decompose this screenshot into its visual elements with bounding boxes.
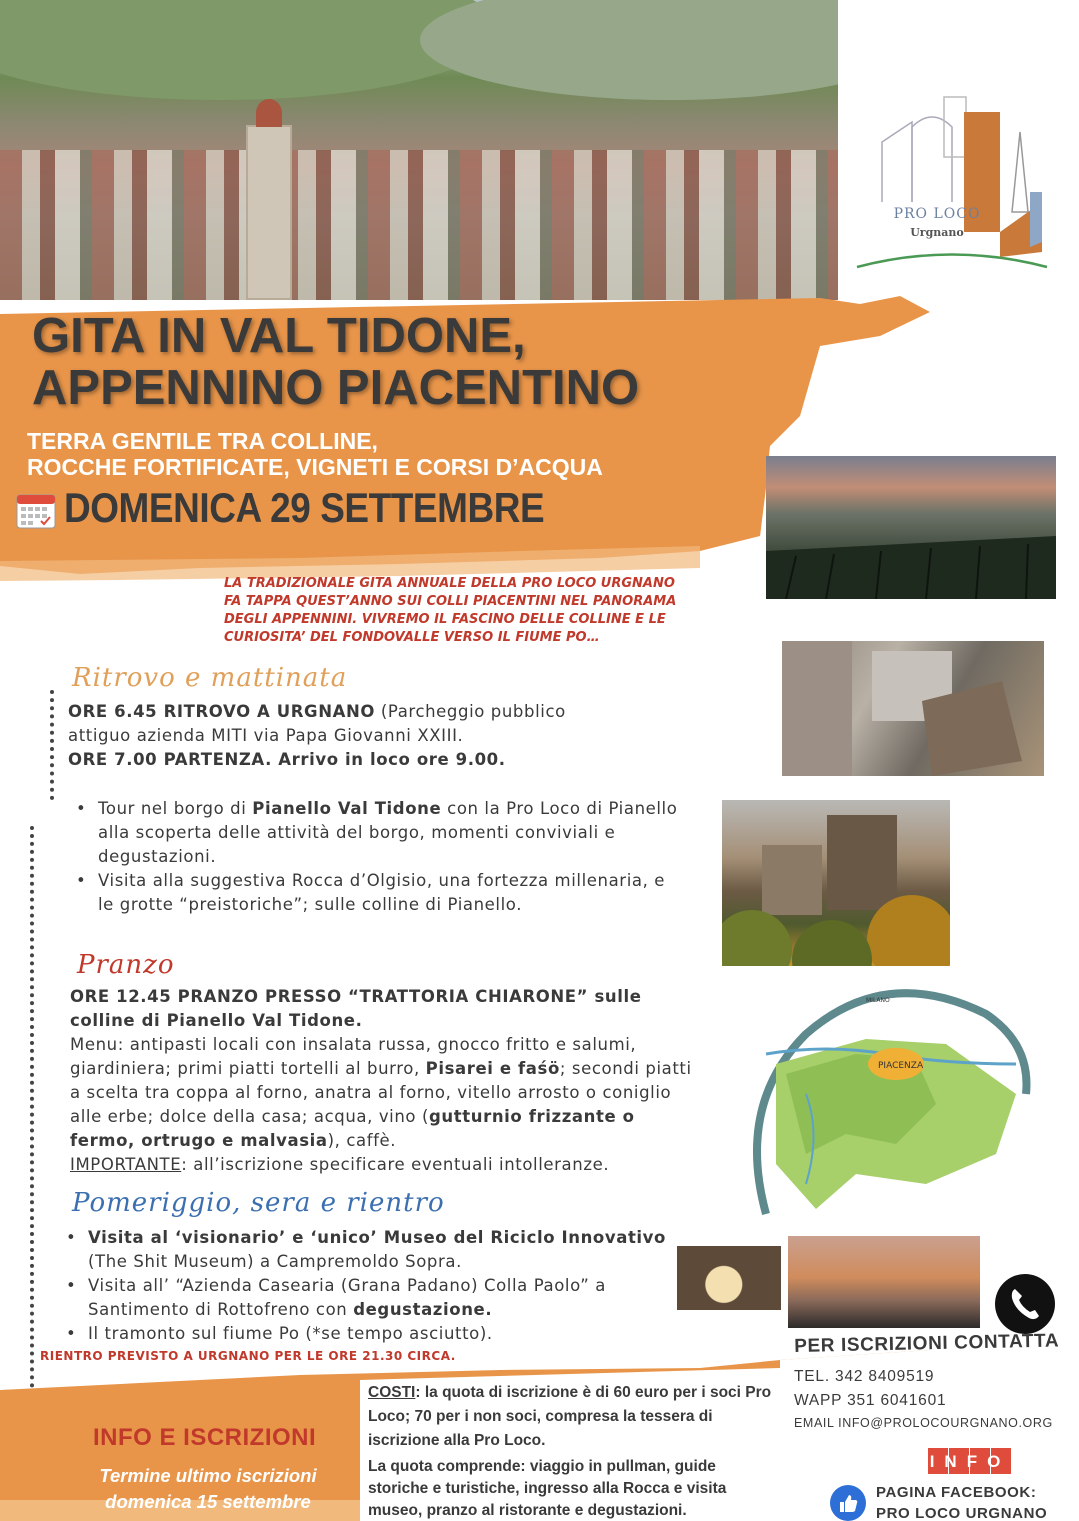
pro-loco-logo <box>852 82 1052 284</box>
info-badge-icon <box>928 1448 1012 1474</box>
departure-time: ORE 7.00 PARTENZA. Arrivo in loco ore 9.00. <box>68 750 506 769</box>
fb-line: PAGINA FACEBOOK: <box>876 1484 1037 1501</box>
info-badge-text: INFO <box>929 1452 1011 1471</box>
map-city-label: PIACENZA <box>878 1061 924 1071</box>
logo-text-urgnano: Urgnano <box>910 226 964 239</box>
lunch-important: IMPORTANTE: all’iscrizione specificare eventuali intolleranze. <box>70 1155 610 1174</box>
title-line-2: APPENNINO PIACENTINO <box>32 361 640 415</box>
return-time-note: RIENTRO PREVISTO A URGNANO PER LE ORE 21.30 CIRCA. <box>40 1349 456 1363</box>
phone-icon <box>995 1274 1055 1334</box>
lunch-title: ORE 12.45 PRANZO PRESSO “TRATTORIA CHIARONE” sulle colline di Pianello Val Tidone. <box>70 987 642 1030</box>
subtitle-line-2: ROCCHE FORTIFICATE, VIGNETI E CORSI D’ACQUA <box>27 454 603 480</box>
meeting-time: ORE 6.45 RITROVO A URGNANO <box>68 702 376 721</box>
facebook-like-icon[interactable] <box>830 1485 866 1521</box>
dotted-divider <box>50 690 54 800</box>
po-river-sunset-photo <box>788 1236 980 1328</box>
cost-info: COSTI: la quota di iscrizione è di 60 euro per i soci Pro Loco; 70 per i non soci, compresa la tessera di iscrizione alla Pro Loco. <box>368 1384 772 1449</box>
logo-text-pro-loco: PRO LOCO <box>893 206 981 222</box>
subtitle-line-1: TERRA GENTILE TRA COLLINE, <box>27 428 378 454</box>
lunch-menu: Menu: antipasti locali con insalata russa, gnocco fritto e salumi, giardiniera; primi piatti tortelli al burro, Pisarei e faśö; secondi piatti a scelta tra coppa al forno, anatra al forno, vitello arrosto o coniglio alle erbe; dolce della casa; acqua, vino (gutturnio frizzante o fermo, ortrugo e malvasia), caffè. <box>70 1035 692 1150</box>
sunset-hills-photo <box>766 456 1056 599</box>
meeting-address: attiguo azienda MITI via Papa Giovanni XXIII. <box>68 726 464 745</box>
heading-morning: Ritrovo e mattinata <box>72 663 348 693</box>
intro-line: CURIOSITA’ DEL FONDOVALLE VERSO IL FIUME PO… <box>224 630 600 645</box>
intro-text <box>224 575 764 647</box>
contact-title: PER ISCRIZIONI CONTATTA <box>794 1330 1060 1357</box>
facebook-page-label[interactable] <box>876 1482 1076 1521</box>
fee-includes: La quota comprende: viaggio in pullman, guide storiche e turistiche, ingresso alla Rocca e visita museo, pranzo al ristorante e degustazioni. <box>368 1458 727 1519</box>
intro-line: FA TAPPA QUEST’ANNO SUI COLLI PIACENTINI NEL PANORAMA <box>224 594 677 609</box>
hero-photo-urgnano-town <box>0 0 838 300</box>
calendar-icon <box>16 491 56 529</box>
phone-number[interactable]: TEL. 342 8409519 <box>794 1368 935 1385</box>
intro-line: LA TRADIZIONALE GITA ANNUALE DELLA PRO LOCO URGNANO <box>224 576 675 591</box>
dotted-divider <box>30 826 34 1396</box>
whatsapp-number[interactable]: WAPP 351 6041601 <box>794 1392 947 1409</box>
afternoon-activities <box>64 1226 684 1346</box>
meeting-info <box>68 700 668 772</box>
fb-line: PRO LOCO URGNANO <box>876 1505 1048 1521</box>
email-address[interactable]: EMAIL INFO@PROLOCOURGNANO.ORG <box>794 1416 1053 1430</box>
val-tidone-map <box>746 984 1031 1229</box>
title-line-1: GITA IN VAL TIDONE, <box>32 309 526 363</box>
meeting-place: (Parcheggio pubblico <box>375 702 566 721</box>
cheese-wheel-photo <box>677 1246 781 1310</box>
event-date: DOMENICA 29 SETTEMBRE <box>64 484 545 531</box>
list-item: • Visita all’ “Azienda Casearia (Grana Padano) Colla Paolo” a Santimento di Rottofreno con degustazione. <box>64 1274 684 1322</box>
deadline-line: domenica 15 settembre <box>105 1491 311 1512</box>
lunch-info <box>70 985 700 1177</box>
heading-lunch: Pranzo <box>77 950 175 980</box>
list-item: • Visita alla suggestiva Rocca d’Olgisio, una fortezza millenaria, e le grotte “preistoriche”; sulle colline di Pianello. <box>74 869 684 917</box>
rocca-castle-photo <box>722 800 950 966</box>
registration-deadline <box>66 1463 350 1515</box>
list-item: • Il tramonto sul fiume Po (*se tempo asciutto). <box>64 1322 684 1346</box>
aerial-square-photo <box>782 641 1044 776</box>
list-item: • Visita al ‘visionario’ e ‘unico’ Museo del Riciclo Innovativo (The Shit Museum) a Campremoldo Sopra. <box>64 1226 684 1274</box>
info-title: INFO E ISCRIZIONI <box>93 1424 317 1451</box>
event-title <box>32 310 792 414</box>
heading-afternoon: Pomeriggio, sera e rientro <box>72 1188 445 1218</box>
deadline-line: Termine ultimo iscrizioni <box>99 1465 317 1486</box>
list-item: • Tour nel borgo di Pianello Val Tidone con la Pro Loco di Pianello alla scoperta delle attività del borgo, momenti conviviali e degustazioni. <box>74 797 684 869</box>
map-milano-label: MILANO <box>866 997 890 1004</box>
morning-activities <box>74 797 684 917</box>
event-subtitle <box>27 428 727 480</box>
intro-line: DEGLI APPENNINI. VIVREMO IL FASCINO DELLE COLLINE E LE <box>224 612 666 627</box>
